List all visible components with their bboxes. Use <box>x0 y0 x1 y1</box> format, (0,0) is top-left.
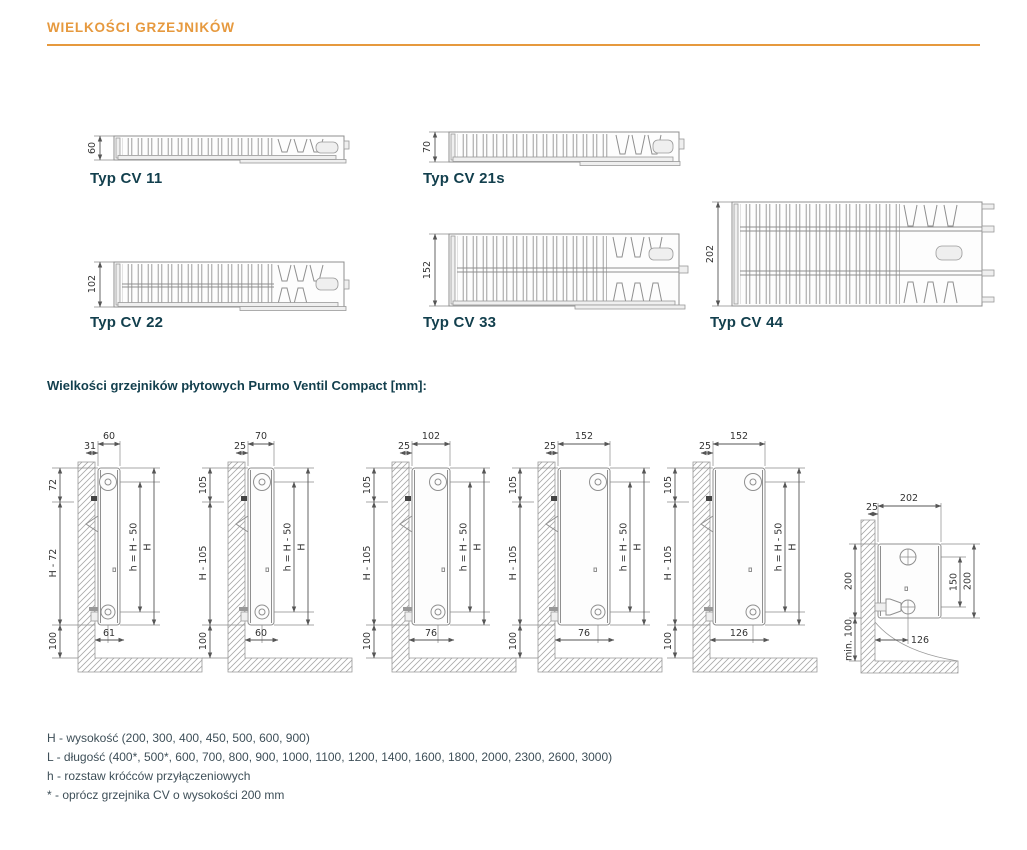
cv11-top-view-drawing <box>80 126 350 172</box>
side-diagram-5 <box>655 420 830 678</box>
valve <box>239 607 248 611</box>
dim-height: H <box>296 543 308 551</box>
wall-bracket <box>91 496 97 501</box>
dim-middle: H - 105 <box>663 545 674 581</box>
side-diagram-1 <box>40 420 215 678</box>
dim-wall-gap: 31 <box>83 441 97 452</box>
radiator-side <box>875 544 941 618</box>
cv11-radiator-section <box>114 136 349 163</box>
cv33-height-dimension <box>422 234 449 306</box>
dim-connection: 76 <box>577 628 591 639</box>
dim-height: H <box>632 543 644 551</box>
type-label-cv11: Typ CV 11 <box>90 170 163 187</box>
side-diagram-4 <box>500 420 675 678</box>
side-diagram-2 <box>190 420 365 678</box>
cv22-radiator-section <box>114 262 349 311</box>
dim-connection: 61 <box>102 628 116 639</box>
cv22-top-view-drawing <box>80 252 350 314</box>
cv22-height-value: 102 <box>87 274 98 294</box>
dim-height: H <box>142 543 154 551</box>
type-label-cv21s: Typ CV 21s <box>423 170 505 187</box>
wall-and-floor <box>392 462 516 672</box>
title-underline <box>47 44 980 46</box>
radiator-side <box>701 468 765 625</box>
dim-top: 105 <box>663 475 674 495</box>
dim-top: 72 <box>48 478 59 492</box>
legend-line-hh: h - rozstaw króćców przyłączeniowych <box>47 769 251 783</box>
dim-wall-gap: 25 <box>233 441 247 452</box>
dim-depth: 60 <box>102 431 116 442</box>
dim-top: 105 <box>362 475 373 495</box>
cv33-top-view-drawing <box>415 224 693 316</box>
cv21s-height-dimension <box>422 132 449 162</box>
wall-bracket <box>706 496 712 501</box>
cv11-height-dimension <box>87 136 114 160</box>
dim-middle: H - 105 <box>198 545 209 581</box>
cv11-height-value: 60 <box>87 141 98 155</box>
dim-top: 105 <box>508 475 519 495</box>
cv22-height-dimension <box>87 262 114 307</box>
cv33-radiator-section <box>449 234 688 309</box>
dim-connection: 60 <box>254 628 268 639</box>
cv44-radiator-section <box>732 202 994 306</box>
dim-depth: 152 <box>574 431 594 442</box>
legend-line-h: H - wysokość (200, 300, 400, 450, 500, 600, 900) <box>47 731 310 745</box>
dim-floor-gap: 100 <box>663 631 674 651</box>
cv21s-radiator-section <box>449 132 684 166</box>
type-label-cv22: Typ CV 22 <box>90 314 164 331</box>
dim-right-height: 200 <box>962 571 974 591</box>
page-title: WIELKOŚCI GRZEJNIKÓW <box>47 20 235 35</box>
dim-wall-gap: 25 <box>397 441 411 452</box>
dim-pipe-spacing: h = H - 50 <box>458 522 470 572</box>
dim-floor-gap: 100 <box>362 631 373 651</box>
dim-floor-gap: 100 <box>198 631 209 651</box>
dim-pipe-spacing: h = H - 50 <box>773 522 785 572</box>
type-label-cv33: Typ CV 33 <box>423 314 497 331</box>
dim-pipe-spacing: h = H - 50 <box>282 522 294 572</box>
valve <box>549 607 558 611</box>
wall-bracket <box>241 496 247 501</box>
dim-middle: H - 105 <box>508 545 519 581</box>
dim-floor-gap: 100 <box>48 631 59 651</box>
dim-height: H <box>472 543 484 551</box>
dim-connection: 126 <box>729 628 749 639</box>
dim-floor-clearance: min. 100 <box>843 618 855 662</box>
cv21s-top-view-drawing <box>415 122 685 172</box>
dim-connection: 126 <box>910 635 930 646</box>
dim-top: 105 <box>198 475 209 495</box>
side-diagram-low <box>843 482 1023 682</box>
dim-connection: 76 <box>424 628 438 639</box>
dim-depth: 202 <box>899 493 919 504</box>
cv33-height-value: 152 <box>422 260 433 280</box>
dim-wall-gap: 25 <box>698 441 712 452</box>
dim-pipe-spacing: h = H - 50 <box>618 522 630 572</box>
cv21s-height-value: 70 <box>422 140 433 154</box>
cv44-top-view-drawing <box>698 194 998 316</box>
radiator-side <box>546 468 610 625</box>
dim-depth: 152 <box>729 431 749 442</box>
dim-pipe-spacing: h = H - 50 <box>128 522 140 572</box>
type-label-cv44: Typ CV 44 <box>710 314 784 331</box>
dim-depth: 102 <box>421 431 441 442</box>
legend-line-star: * - oprócz grzejnika CV o wysokości 200 mm <box>47 788 285 802</box>
legend-line-l: L - długość (400*, 500*, 600, 700, 800, 900, 1000, 1100, 1200, 1400, 1600, 1800, 2000, 2300, 2600, 3000) <box>47 750 613 764</box>
wall-bracket <box>551 496 557 501</box>
section-title: Wielkości grzejników płytowych Purmo Ventil Compact [mm]: <box>47 378 427 393</box>
dim-wall-gap: 25 <box>865 502 879 513</box>
valve <box>89 607 98 611</box>
dim-depth: 70 <box>254 431 268 442</box>
dim-pipe-spacing: 150 <box>948 572 960 592</box>
cv44-height-dimension <box>705 202 732 306</box>
valve <box>704 607 713 611</box>
dim-left-height: 200 <box>843 571 855 591</box>
dim-wall-gap: 25 <box>543 441 557 452</box>
valve <box>403 607 412 611</box>
dim-height: H <box>787 543 799 551</box>
dim-floor-gap: 100 <box>508 631 519 651</box>
dim-middle: H - 72 <box>48 548 59 578</box>
wall-bracket <box>405 496 411 501</box>
dim-middle: H - 105 <box>362 545 373 581</box>
cv44-height-value: 202 <box>705 244 716 264</box>
